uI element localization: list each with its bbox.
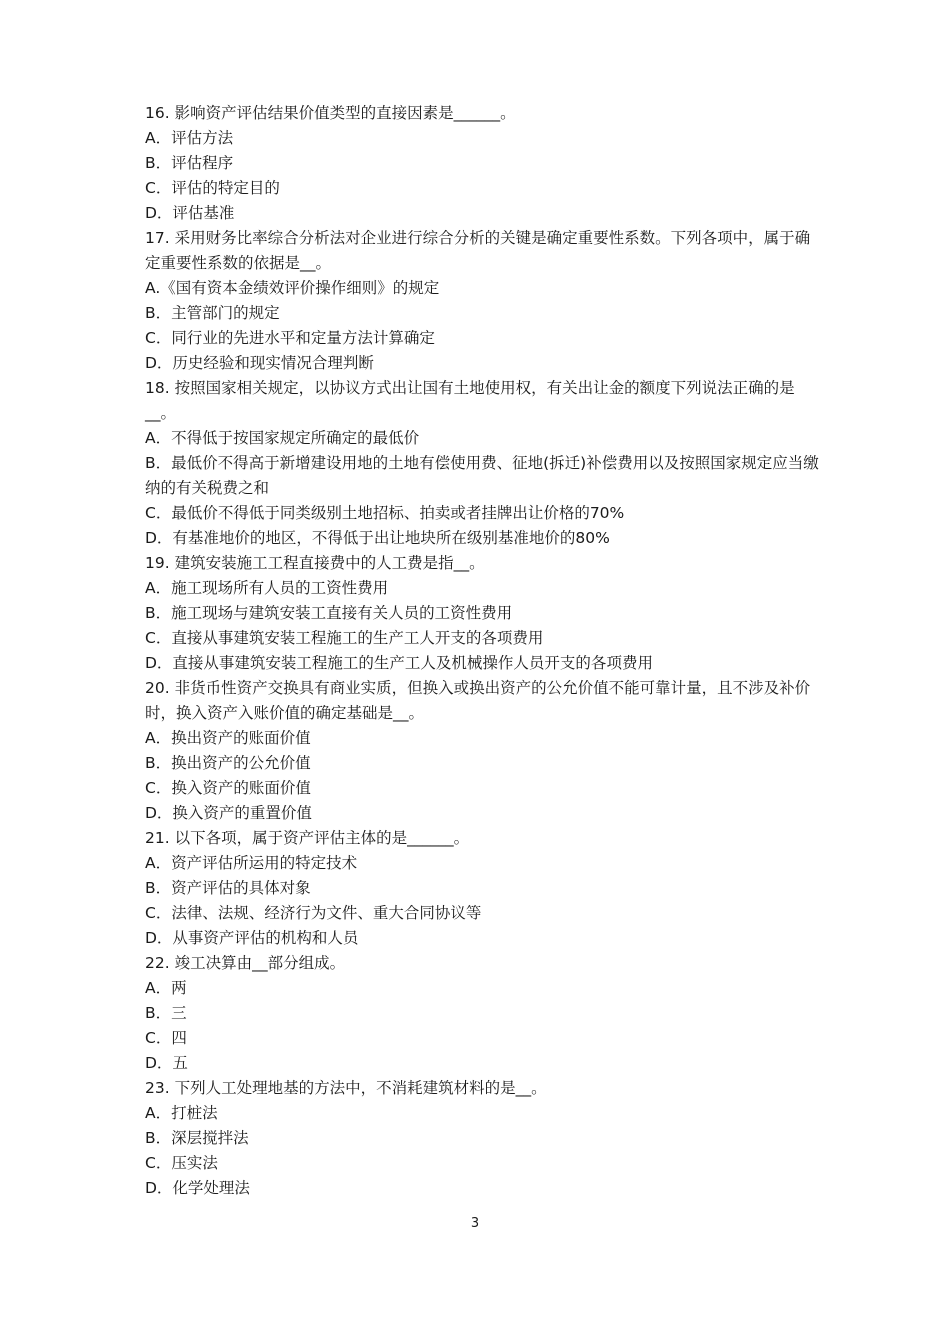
- option-c: C．直接从事建筑安装工程施工的生产工人开支的各项费用: [145, 629, 544, 647]
- option-a: A．资产评估所运用的特定技术: [145, 854, 358, 872]
- question-20: [145, 676, 825, 826]
- option-d: D．五: [145, 1054, 188, 1072]
- page-number: 3: [470, 1216, 480, 1231]
- question-stem: 18. 按照国家相关规定，以协议方式出让国有土地使用权，有关出让金的额度下列说法正确的是__。: [145, 379, 795, 422]
- question-22: [145, 951, 825, 1076]
- option-b: B．最低价不得高于新增建设用地的土地有偿使用费、征地(拆迁)补偿费用以及按照国家规定应当缴纳的有关税费之和: [145, 454, 819, 497]
- option-b: B．换出资产的公允价值: [145, 754, 311, 772]
- question-stem: 20. 非货币性资产交换具有商业实质，但换入或换出资产的公允价值不能可靠计量，且不涉及补价时，换入资产入账价值的确定基础是__。: [145, 679, 811, 722]
- option-d: D．有基准地价的地区，不得低于出让地块所在级别基准地价的80%: [145, 529, 610, 547]
- option-c: C．最低价不得低于同类级别土地招标、拍卖或者挂牌出让价格的70%: [145, 504, 625, 522]
- question-stem: 22. 竣工决算由__部分组成。: [145, 954, 346, 972]
- question-stem: 23. 下列人工处理地基的方法中，不消耗建筑材料的是__。: [145, 1079, 547, 1097]
- option-a: A．施工现场所有人员的工资性费用: [145, 579, 389, 597]
- option-d: D．化学处理法: [145, 1179, 250, 1197]
- option-d: D．换入资产的重置价值: [145, 804, 312, 822]
- option-c: C．法律、法规、经济行为文件、重大合同协议等: [145, 904, 482, 922]
- question-23: [145, 1076, 825, 1201]
- option-b: B．三: [145, 1004, 187, 1022]
- question-stem: 19. 建筑安装施工工程直接费中的人工费是指__。: [145, 554, 485, 572]
- option-a: A.《国有资本金绩效评价操作细则》的规定: [145, 279, 440, 297]
- option-c: C．四: [145, 1029, 187, 1047]
- option-c: C．压实法: [145, 1154, 218, 1172]
- option-b: B．评估程序: [145, 154, 234, 172]
- option-b: B．深层搅拌法: [145, 1129, 249, 1147]
- question-18: [145, 376, 825, 551]
- option-a: A．评估方法: [145, 129, 234, 147]
- option-c: C．评估的特定目的: [145, 179, 280, 197]
- question-21: [145, 826, 825, 951]
- question-stem: 16. 影响资产评估结果价值类型的直接因素是______。: [145, 104, 516, 122]
- option-b: B．资产评估的具体对象: [145, 879, 311, 897]
- option-b: B．施工现场与建筑安装工直接有关人员的工资性费用: [145, 604, 513, 622]
- question-19: [145, 551, 825, 676]
- option-d: D．从事资产评估的机构和人员: [145, 929, 359, 947]
- option-a: A．换出资产的账面价值: [145, 729, 311, 747]
- option-a: A．不得低于按国家规定所确定的最低价: [145, 429, 420, 447]
- question-16: [145, 101, 825, 226]
- question-stem: 17. 采用财务比率综合分析法对企业进行综合分析的关键是确定重要性系数。下列各项中，属于确定重要性系数的依据是__。: [145, 229, 811, 272]
- question-stem: 21. 以下各项，属于资产评估主体的是______。: [145, 829, 470, 847]
- option-d: D．评估基准: [145, 204, 235, 222]
- option-c: C．换入资产的账面价值: [145, 779, 311, 797]
- option-d: D．历史经验和现实情况合理判断: [145, 354, 374, 372]
- option-d: D．直接从事建筑安装工程施工的生产工人及机械操作人员开支的各项费用: [145, 654, 653, 672]
- question-17: [145, 226, 825, 376]
- option-a: A．打桩法: [145, 1104, 218, 1122]
- page-body: [145, 101, 825, 1201]
- option-a: A．两: [145, 979, 187, 997]
- option-b: B．主管部门的规定: [145, 304, 280, 322]
- option-c: C．同行业的先进水平和定量方法计算确定: [145, 329, 435, 347]
